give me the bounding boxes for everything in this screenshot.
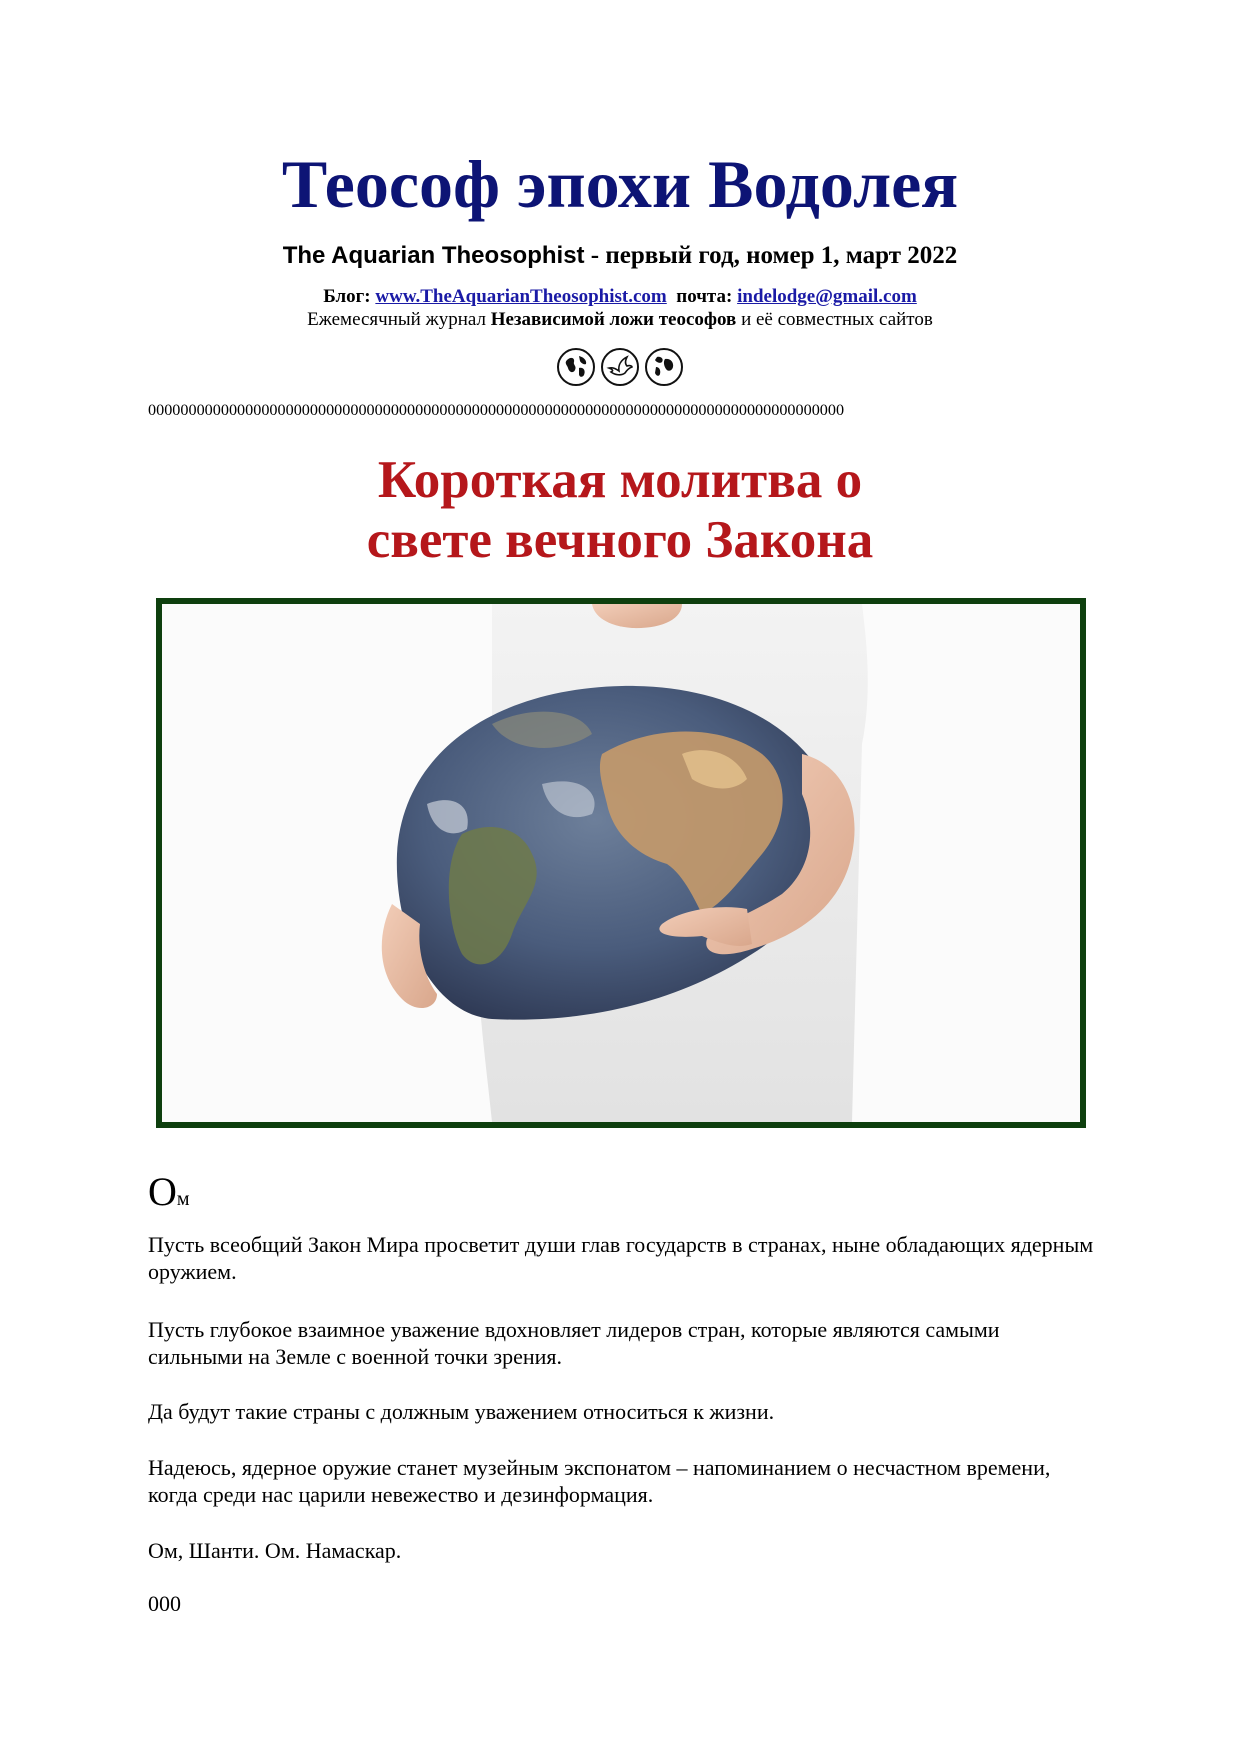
contact-line bbox=[0, 287, 1240, 306]
pregnant-earth-illustration bbox=[162, 604, 1080, 1122]
masthead-title: Теософ эпохи Водолея bbox=[281, 146, 959, 222]
mail-label: почта: bbox=[666, 286, 738, 307]
subtitle-english: The Aquarian Theosophist bbox=[282, 242, 585, 269]
globe-icon bbox=[557, 348, 595, 386]
illustration-frame bbox=[156, 598, 1086, 1128]
monthly-post: и её совместных сайтов bbox=[736, 309, 933, 330]
monthly-line bbox=[0, 310, 1240, 329]
mail-link[interactable]: indelodge@gmail.com bbox=[737, 286, 917, 307]
om-heading bbox=[148, 1169, 190, 1214]
paragraph: Надеюсь, ядерное оружие станет музейным экспонатом – напоминанием о несчастном времени, когда среди нас царили невежество и дезинформация. bbox=[148, 1455, 1051, 1507]
blog-label: Блог: bbox=[323, 286, 376, 307]
article-title bbox=[0, 450, 1240, 570]
blog-link[interactable]: www.TheAquarianTheosophist.com bbox=[375, 286, 667, 307]
closing-line: Ом, Шанти. Ом. Намаскар. bbox=[148, 1538, 402, 1563]
om-letter-small: м bbox=[176, 1188, 190, 1210]
monthly-bold: Независимой ложи теософов bbox=[490, 309, 737, 330]
end-marker: 000 bbox=[148, 1591, 181, 1616]
paragraph: Пусть всеобщий Закон Мира просветит души глав государств в странах, ныне обладающих ядерным оружием. bbox=[148, 1232, 1094, 1284]
article-title-line-1: Короткая молитва о bbox=[377, 451, 863, 509]
paragraph: Пусть глубокое взаимное уважение вдохновляет лидеров стран, которые являются самыми сильными на Земле с военной точки зрения. bbox=[148, 1317, 1000, 1369]
subtitle-issue: - первый год, номер 1, март 2022 bbox=[584, 242, 958, 269]
globe-icon bbox=[645, 348, 683, 386]
monthly-pre: Ежемесячный журнал bbox=[307, 309, 491, 330]
separator-line: 00000000000000000000000000000000000000000000000000000000000000000000000000000000000000 bbox=[148, 402, 845, 419]
dove-icon bbox=[601, 348, 639, 386]
masthead-subtitle bbox=[0, 243, 1240, 268]
article-title-line-2: свете вечного Закона bbox=[366, 511, 874, 569]
om-letter-large: О bbox=[148, 1169, 177, 1214]
emblem-row bbox=[0, 348, 1240, 388]
paragraph: Да будут такие страны с должным уважением относиться к жизни. bbox=[148, 1399, 775, 1424]
